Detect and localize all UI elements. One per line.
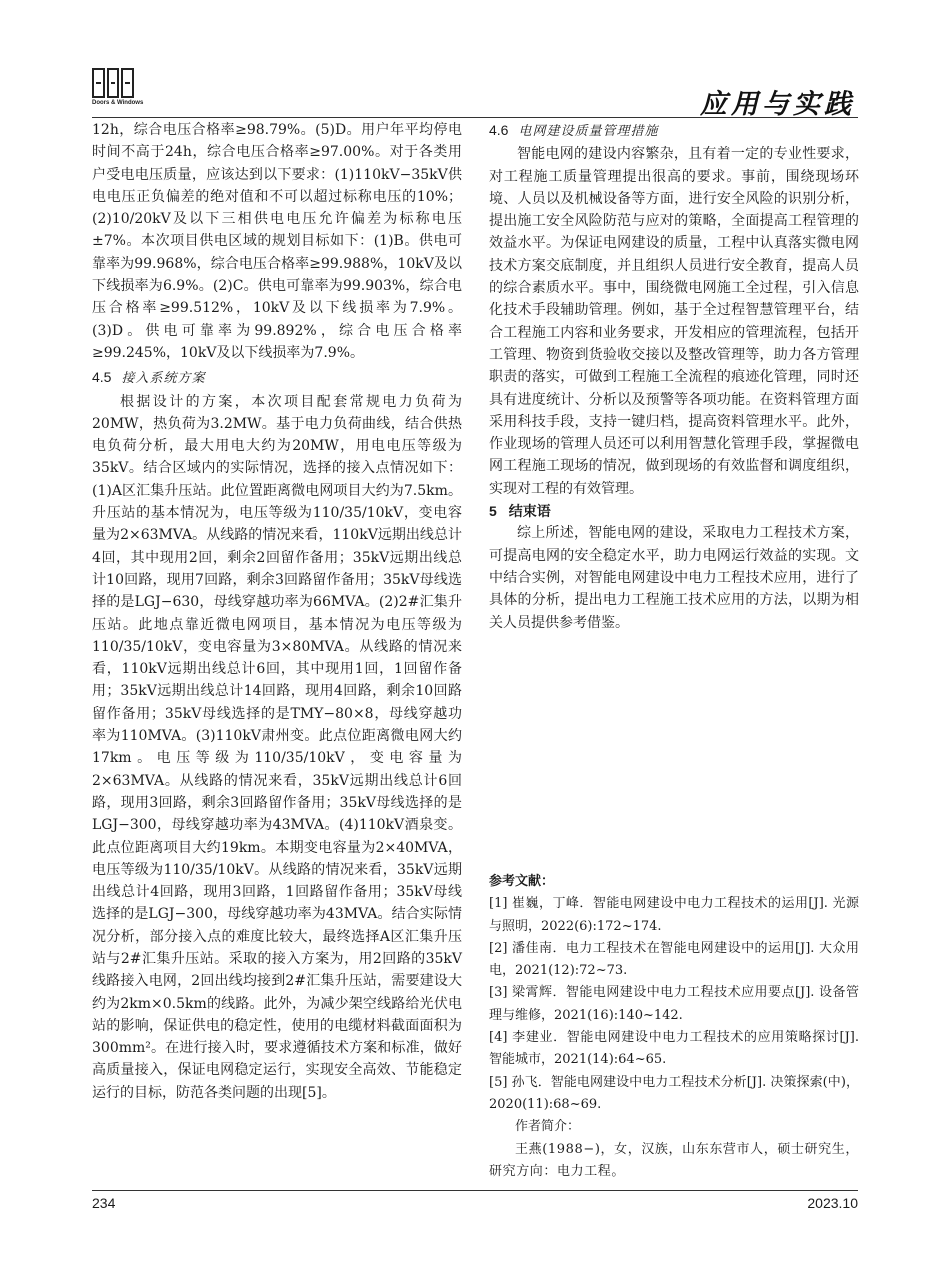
reference-item: [1] 崔巍，丁峰．智能电网建设中电力工程技术的运用[J]. 光源与照明，2022(6):172~174. (489, 896, 859, 934)
section-label: 应用与实践 (700, 89, 855, 120)
window-logo-icon (92, 68, 134, 98)
section-body: 根据设计的方案，本次项目配套常规电力负荷为20MW，热负荷为3.2MW。基于电力负荷曲线，结合供热电负荷分析，最大用电大约为20MW，用电电压等级为35kV。结合区域内的实际情况，选择的接入点情况如下：(1)A区汇集升压站。此位置距离微电网项目大约为7.5km。升压站的基本情况为，电压等级为110/35/10kV，变电容量为2×63MVA。从线路的情况来看，110kV远期出线总计4回，其中现用2回，剩余2回留作备用；35kV远期出线总计10回路，现用7回路，剩余3回路留作备用；35kV母线选择的是LGJ−630，母线穿越功率为66MVA。(2)2#汇集升压站。此地点靠近微电网项目，基本情况为电压等级为110/35/10kV，变电容量为3×80MVA。从线路的情况来看，110kV远期出线总计6回，其中现用1回，1回留作备用；35kV远期出线总计14回路，现用4回路，剩余10回路留作备用；35kV母线选择的是TMY−80×8，母线穿越功率为110MVA。(3)110kV肃州变。此点位距离微电网大约17km。电压等级为110/35/10kV，变电容量为2×63MVA。从线路的情况来看，35kV远期出线总计6回路，现用3回路，剩余3回路留作备用；35kV母线选择的是LGJ−300，母线穿越功率为43MVA。(4)110kV酒泉变。此点位距离项目大约19km。本期变电容量为2×40MVA，电压等级为110/35/10kV。从线路的情况来看，35kV远期出线总计4回路，现用3回路，1回路留作备用；35kV母线选择的是LGJ−300，母线穿越功率为43MVA。结合实际情况分析，部分接入点的难度比较大，最终选择A区汇集升压站与2#汇集升压站。采取的接入方案为，用2回路的35kV线路接入电网，2回出线均接到2#汇集升压站，需要建设大约为2km×0.5km的线路。此外，为减少架空线路给光伏电站的影响，保证供电的稳定性，使用的电缆材料截面面积为300mm²。在进行接入时，要求遵循技术方案和标准，做好高质量接入，保证电网稳定运行，实现安全高效、节能稳定运行的目标，防范各类问题的出现[5]。 (92, 393, 462, 1101)
reference-item: [4] 李建业．智能电网建设中电力工程技术的应用策略探讨[J]. 智能城市，2021(14):64~65. (489, 1030, 859, 1068)
section-heading-5 (489, 500, 859, 522)
header-divider (92, 117, 858, 118)
section-number: 5 (489, 503, 497, 520)
reference-item: [3] 梁霄辉．智能电网建设中电力工程技术应用要点[J]. 设备管理与维修，2021(16):140~142. (489, 985, 859, 1023)
section-title: 接入系统方案 (121, 371, 206, 387)
left-column (92, 119, 462, 1104)
section-title: 电网建设质量管理措施 (518, 124, 659, 139)
author-note (489, 1116, 859, 1183)
section-heading-4-6 (489, 119, 859, 143)
logo-text: Doors & Windows (92, 100, 144, 106)
reference-item: [2] 潘佳南．电力工程技术在智能电网建设中的运用[J]. 大众用电，2021(12):72~73. (489, 940, 859, 979)
reference-item: [5] 孙飞．智能电网建设中电力工程技术分析[J]. 决策探索(中)，2020(11):68~69. (489, 1074, 859, 1112)
right-column (489, 119, 859, 634)
paragraph-continued: 12h，综合电压合格率≥98.79%。(5)D。用户年平均停电时间不高于24h，综合电压合格率≥97.00%。对于各类用户受电电压质量，应该达到以下要求：(1)110kV−35kV供电电压正负偏差的绝对值和不可以超过标称电压的10%；(2)10/20kV及以下三相供电电压允许偏差为标称电压±7%。本次项目供电区域的规划目标如下：(1)B。供电可靠率为99.968%，综合电压合格率≥99.988%，10kV及以下线损率为6.9%。(2)C。供电可靠率为99.903%，综合电压合格率≥99.512%，10kV及以下线损率为7.9%。(3)D。供电可靠率为99.892%，综合电压合格率≥99.245%，10kV及以下线损率为7.9%。 (92, 122, 462, 361)
page-number: 234 (92, 1195, 116, 1211)
footer-divider (92, 1190, 858, 1191)
references (489, 871, 859, 1183)
author-note-body: 王燕(1988−)，女，汉族，山东东营市人，硕士研究生，研究方向：电力工程。 (489, 1141, 859, 1179)
issue-number: 2023.10 (807, 1195, 858, 1211)
section-body: 智能电网的建设内容繁杂，且有着一定的专业性要求，对工程施工质量管理提出很高的要求。事前，围绕现场环境、人员以及机械设备等方面，进行安全风险的识别分析，提出施工安全风险防范与应对的策略，全面提高工程管理的效益水平。为保证电网建设的质量，工程中认真落实微电网技术方案交底制度，并且组织人员进行安全教育，提高人员的综合素质水平。事中，围绕微电网施工全过程，引入信息化技术手段辅助管理。例如，基于全过程智慧管理平台，结合工程施工内容和业务要求，开发相应的管理流程，包括开工管理、物资到货验收交接以及整改管理等，助力各方管理职责的落实，可做到工程施工全流程的痕迹化管理，同时还具有进度统计、分析以及预警等各项功能。在资料管理方面采用科技手段，支持一键归档，提高资料管理水平。此外，作业现场的管理人员还可以利用智慧化管理手段，掌握微电网工程施工现场的情况，做到现场的有效监督和调度组织，实现对工程的有效管理。 (489, 146, 859, 497)
section-heading-4-5 (92, 366, 462, 390)
section-number: 4.6 (489, 122, 509, 138)
section-number: 4.5 (92, 369, 112, 386)
journal-logo (92, 68, 170, 106)
section-body: 综上所述，智能电网的建设，采取电力工程技术方案，可提高电网的安全稳定水平，助力电网运行效益的实现。文中结合实例，对智能电网建设中电力工程技术应用，进行了具体的分析，提出电力工程施工技术应用的方法，以期为相关人员提供参考借鉴。 (489, 525, 859, 631)
section-title: 结束语 (508, 503, 551, 520)
references-title: 参考文献： (489, 874, 555, 889)
author-note-title: 作者简介： (515, 1119, 581, 1135)
